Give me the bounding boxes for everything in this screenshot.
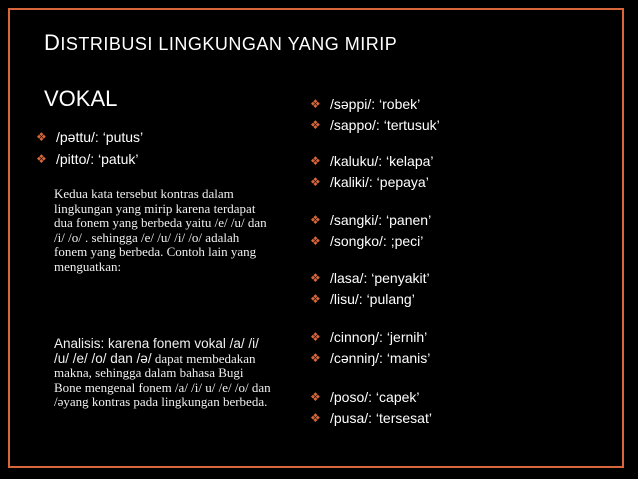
diamond-bullet-icon: ❖	[310, 234, 321, 248]
diamond-bullet-icon: ❖	[310, 292, 321, 306]
left-bullet-1	[36, 129, 143, 145]
diamond-bullet-icon: ❖	[310, 330, 321, 344]
right-bullet-12	[310, 410, 432, 426]
left-bullet-text: /pitto/: ‘patuk’	[56, 151, 139, 167]
right-bullet-4	[310, 174, 429, 190]
right-bullet-10	[310, 350, 430, 366]
analysis-rest: dapat membedakan makna, sehingga dalam bahasa Bugi Bone mengenal fonem /a/ /i/ u/ /e/ /o/ dan /əyang kontras pada lingkungan berbeda.	[54, 350, 271, 410]
right-bullet-9	[310, 329, 427, 345]
right-bullet-3	[310, 153, 434, 169]
right-bullet-8	[310, 291, 415, 307]
right-bullet-text: /lisu/: ‘pulang’	[330, 291, 415, 307]
diamond-bullet-icon: ❖	[310, 271, 321, 285]
right-bullet-2	[310, 117, 440, 133]
title-rest: ISTRIBUSI LINGKUNGAN YANG MIRIP	[60, 34, 398, 54]
diamond-bullet-icon: ❖	[310, 154, 321, 168]
diamond-bullet-icon: ❖	[36, 152, 47, 166]
right-bullet-text: /poso/: ‘capek’	[330, 389, 420, 405]
right-bullet-5	[310, 212, 431, 228]
right-bullet-text: /səppi/: ‘robek’	[330, 96, 421, 112]
diamond-bullet-icon: ❖	[310, 351, 321, 365]
right-bullet-text: /lasa/: ‘penyakit’	[330, 270, 430, 286]
right-bullet-11	[310, 389, 420, 405]
diamond-bullet-icon: ❖	[310, 411, 321, 425]
right-bullet-7	[310, 270, 430, 286]
diamond-bullet-icon: ❖	[36, 130, 47, 144]
title-first-letter: D	[44, 30, 61, 55]
right-bullet-1	[310, 96, 420, 112]
diamond-bullet-icon: ❖	[310, 390, 321, 404]
right-bullet-text: /sangki/: ‘panen’	[330, 212, 432, 228]
left-bullet-text: /pəttu/: ‘putus’	[56, 129, 144, 145]
diamond-bullet-icon: ❖	[310, 175, 321, 189]
analysis-paragraph	[54, 337, 274, 410]
diamond-bullet-icon: ❖	[310, 97, 321, 111]
explanation-paragraph: Kedua kata tersebut kontras dalam lingkungan yang mirip karena terdapat dua fonem yang berbeda yaitu /e/ /u/ dan /i/ /o/ . sehingga /e/ /u/ /i/ /o/ adalah fonem yang berbeda. Contoh lain yang menguatkan:	[54, 186, 267, 274]
left-bullet-2	[36, 151, 139, 167]
title-line2: VOKAL	[44, 86, 118, 111]
right-bullet-text: /kaluku/: ‘kelapa’	[330, 153, 434, 169]
right-bullet-text: /cinnoŋ/: ‘jernih’	[330, 329, 428, 345]
right-bullet-6	[310, 233, 423, 249]
diamond-bullet-icon: ❖	[310, 213, 321, 227]
diamond-bullet-icon: ❖	[310, 118, 321, 132]
right-bullet-text: /pusa/: ‘tersesat’	[330, 410, 432, 426]
analysis-lead: Analisis: karena fonem vokal /a/ /i/ /u/ /e/ /o/ dan /ə/	[54, 336, 259, 366]
right-bullet-text: /sappo/: ‘tertusuk’	[330, 117, 440, 133]
right-bullet-text: /kaliki/: ‘pepaya’	[330, 174, 429, 190]
right-bullet-text: /cənniŋ/: ‘manis’	[330, 350, 431, 366]
right-bullet-text: /songko/: ;peci’	[330, 233, 424, 249]
slide-title	[44, 30, 397, 56]
